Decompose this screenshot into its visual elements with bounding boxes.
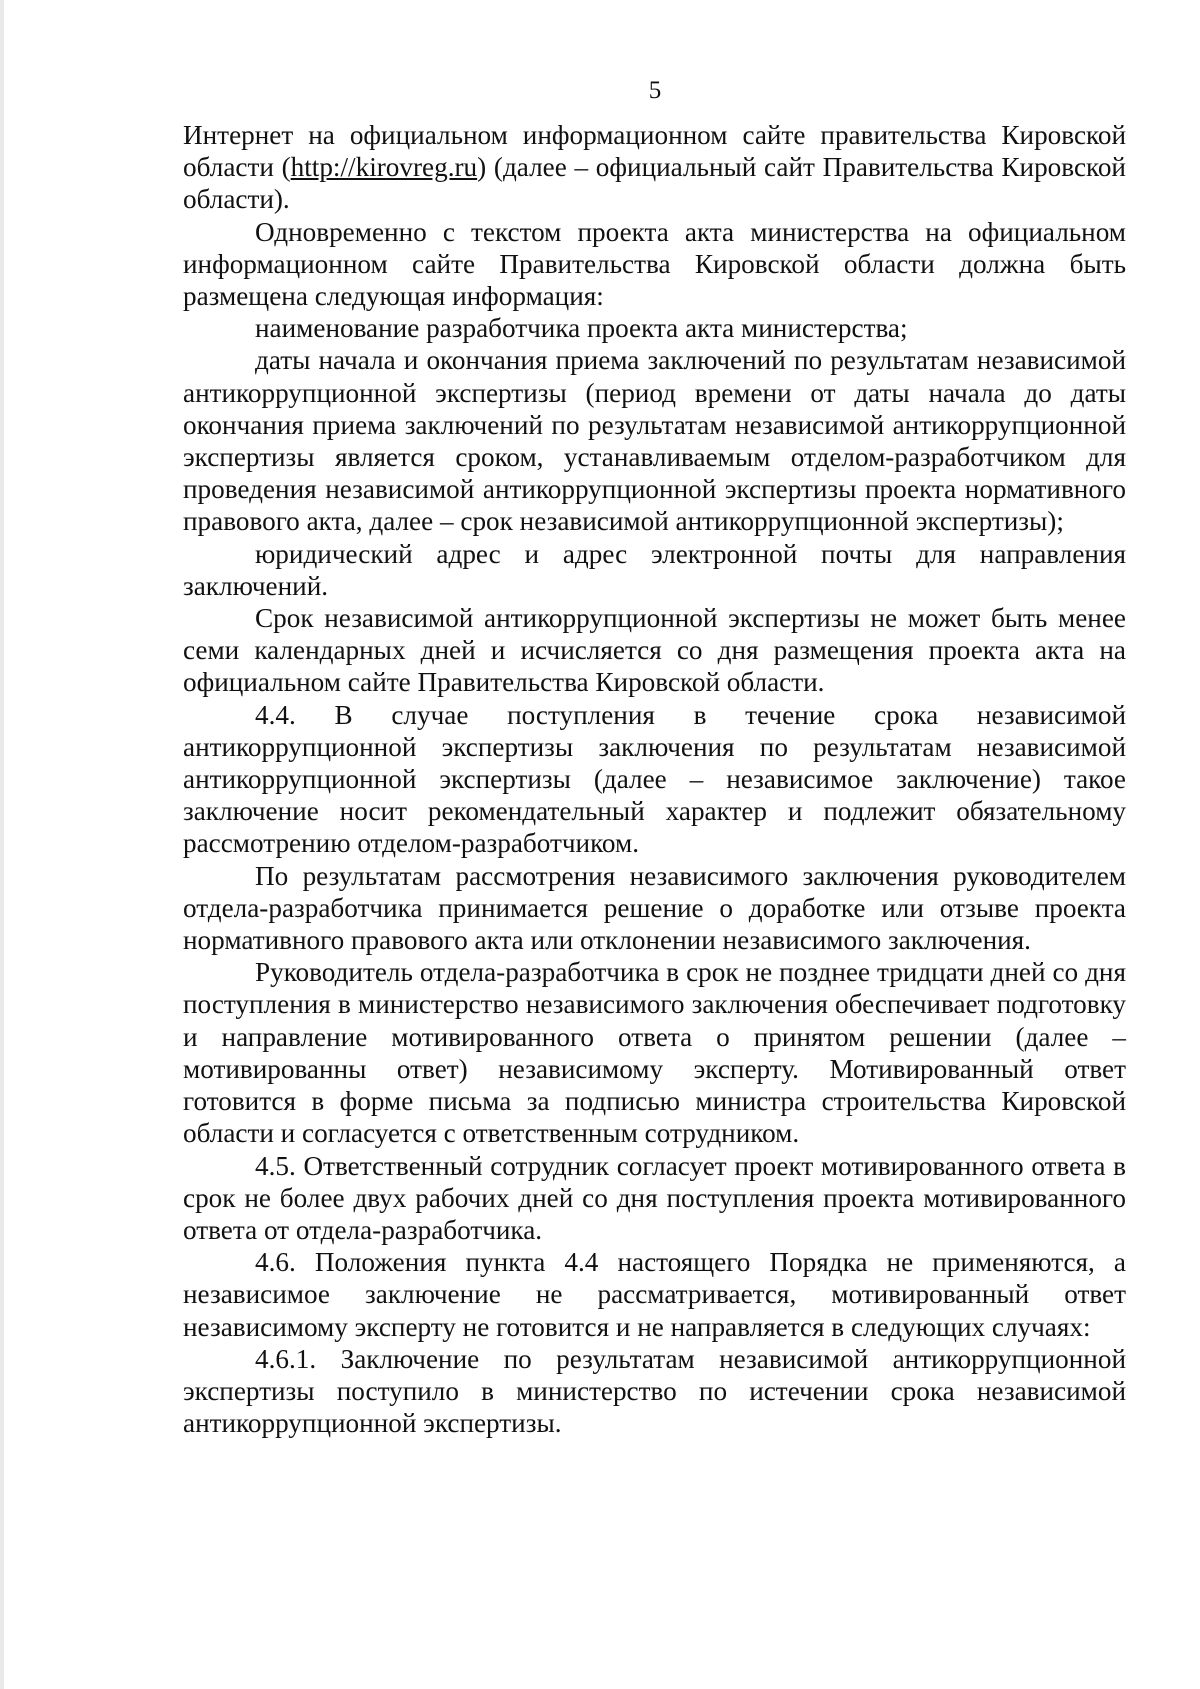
paragraph-4: даты начала и окончания приема заключений по результатам независимой антикоррупционной экспертизы (период времени от даты начала до даты окончания приема заключений по результатам независимой антикоррупционной экспертизы является сроком, устанавливаемым отделом-разработчиком для проведения независимой антикоррупционной экспертизы проекта нормативного правового акта, далее – срок независимой антикоррупционной экспертизы); <box>183 345 1126 537</box>
page-number: 5 <box>648 77 662 104</box>
document-body <box>183 119 1126 1439</box>
paragraph-6: Срок независимой антикоррупционной экспертизы не может быть менее семи календарных дней и исчисляется со дня размещения проекта акта на официальном сайте Правительства Кировской области. <box>183 603 1126 698</box>
paragraph-4-6: 4.6. Положения пункта 4.4 настоящего Порядка не применяются, а независимое заключение не рассматривается, мотивированный ответ независимому эксперту не готовится и не направляется в следующих случаях: <box>183 1247 1126 1342</box>
paragraph-1-text-before: Интернет на официальном информационном сайте правительства Кировской области ( <box>183 120 1126 183</box>
paragraph-8: По результатам рассмотрения независимого заключения руководителем отдела-разработчика принимается решение о доработке или отзыве проекта нормативного правового акта или отклонении независимого заключения. <box>183 860 1126 956</box>
paragraph-3: наименование разработчика проекта акта министерства; <box>255 313 908 344</box>
scan-edge <box>0 0 4 1689</box>
paragraph-4-6-1: 4.6.1. Заключение по результатам независимой антикоррупционной экспертизы поступило в министерство по истечении срока независимой антикоррупционной экспертизы. <box>183 1343 1126 1439</box>
website-link[interactable]: http://kirovreg.ru <box>290 152 478 183</box>
paragraph-1 <box>183 119 1126 216</box>
paragraph-4-4: 4.4. В случае поступления в течение срока независимой антикоррупционной экспертизы заключения по результатам независимой антикоррупционной экспертизы (далее – независимое заключение) такое заключение носит рекомендательный характер и подлежит обязательному рассмотрению отделом-разработчиком. <box>183 699 1126 859</box>
paragraph-2: Одновременно с текстом проекта акта министерства на официальном информационном сайте Правительства Кировской области должна быть размещена следующая информация: <box>183 216 1126 312</box>
paragraph-5: юридический адрес и адрес электронной почты для направления заключений. <box>183 538 1126 601</box>
paragraph-4-5: 4.5. Ответственный сотрудник согласует проект мотивированного ответа в срок не более двух рабочих дней со дня поступления проекта мотивированного ответа от отдела-разработчика. <box>183 1150 1126 1245</box>
paragraph-1-text-after: ) (далее – официальный сайт Правительства Кировской области). <box>183 152 1126 215</box>
paragraph-9: Руководитель отдела-разработчика в срок не позднее тридцати дней со дня поступления в министерство независимого заключения обеспечивает подготовку и направление мотивированного ответа о принятом решении (далее – мотивированны ответ) независимому эксперту. Мотивированный ответ готовится в форме письма за подписью министра строительства Кировской области и согласуется с ответственным сотрудником. <box>183 957 1126 1149</box>
